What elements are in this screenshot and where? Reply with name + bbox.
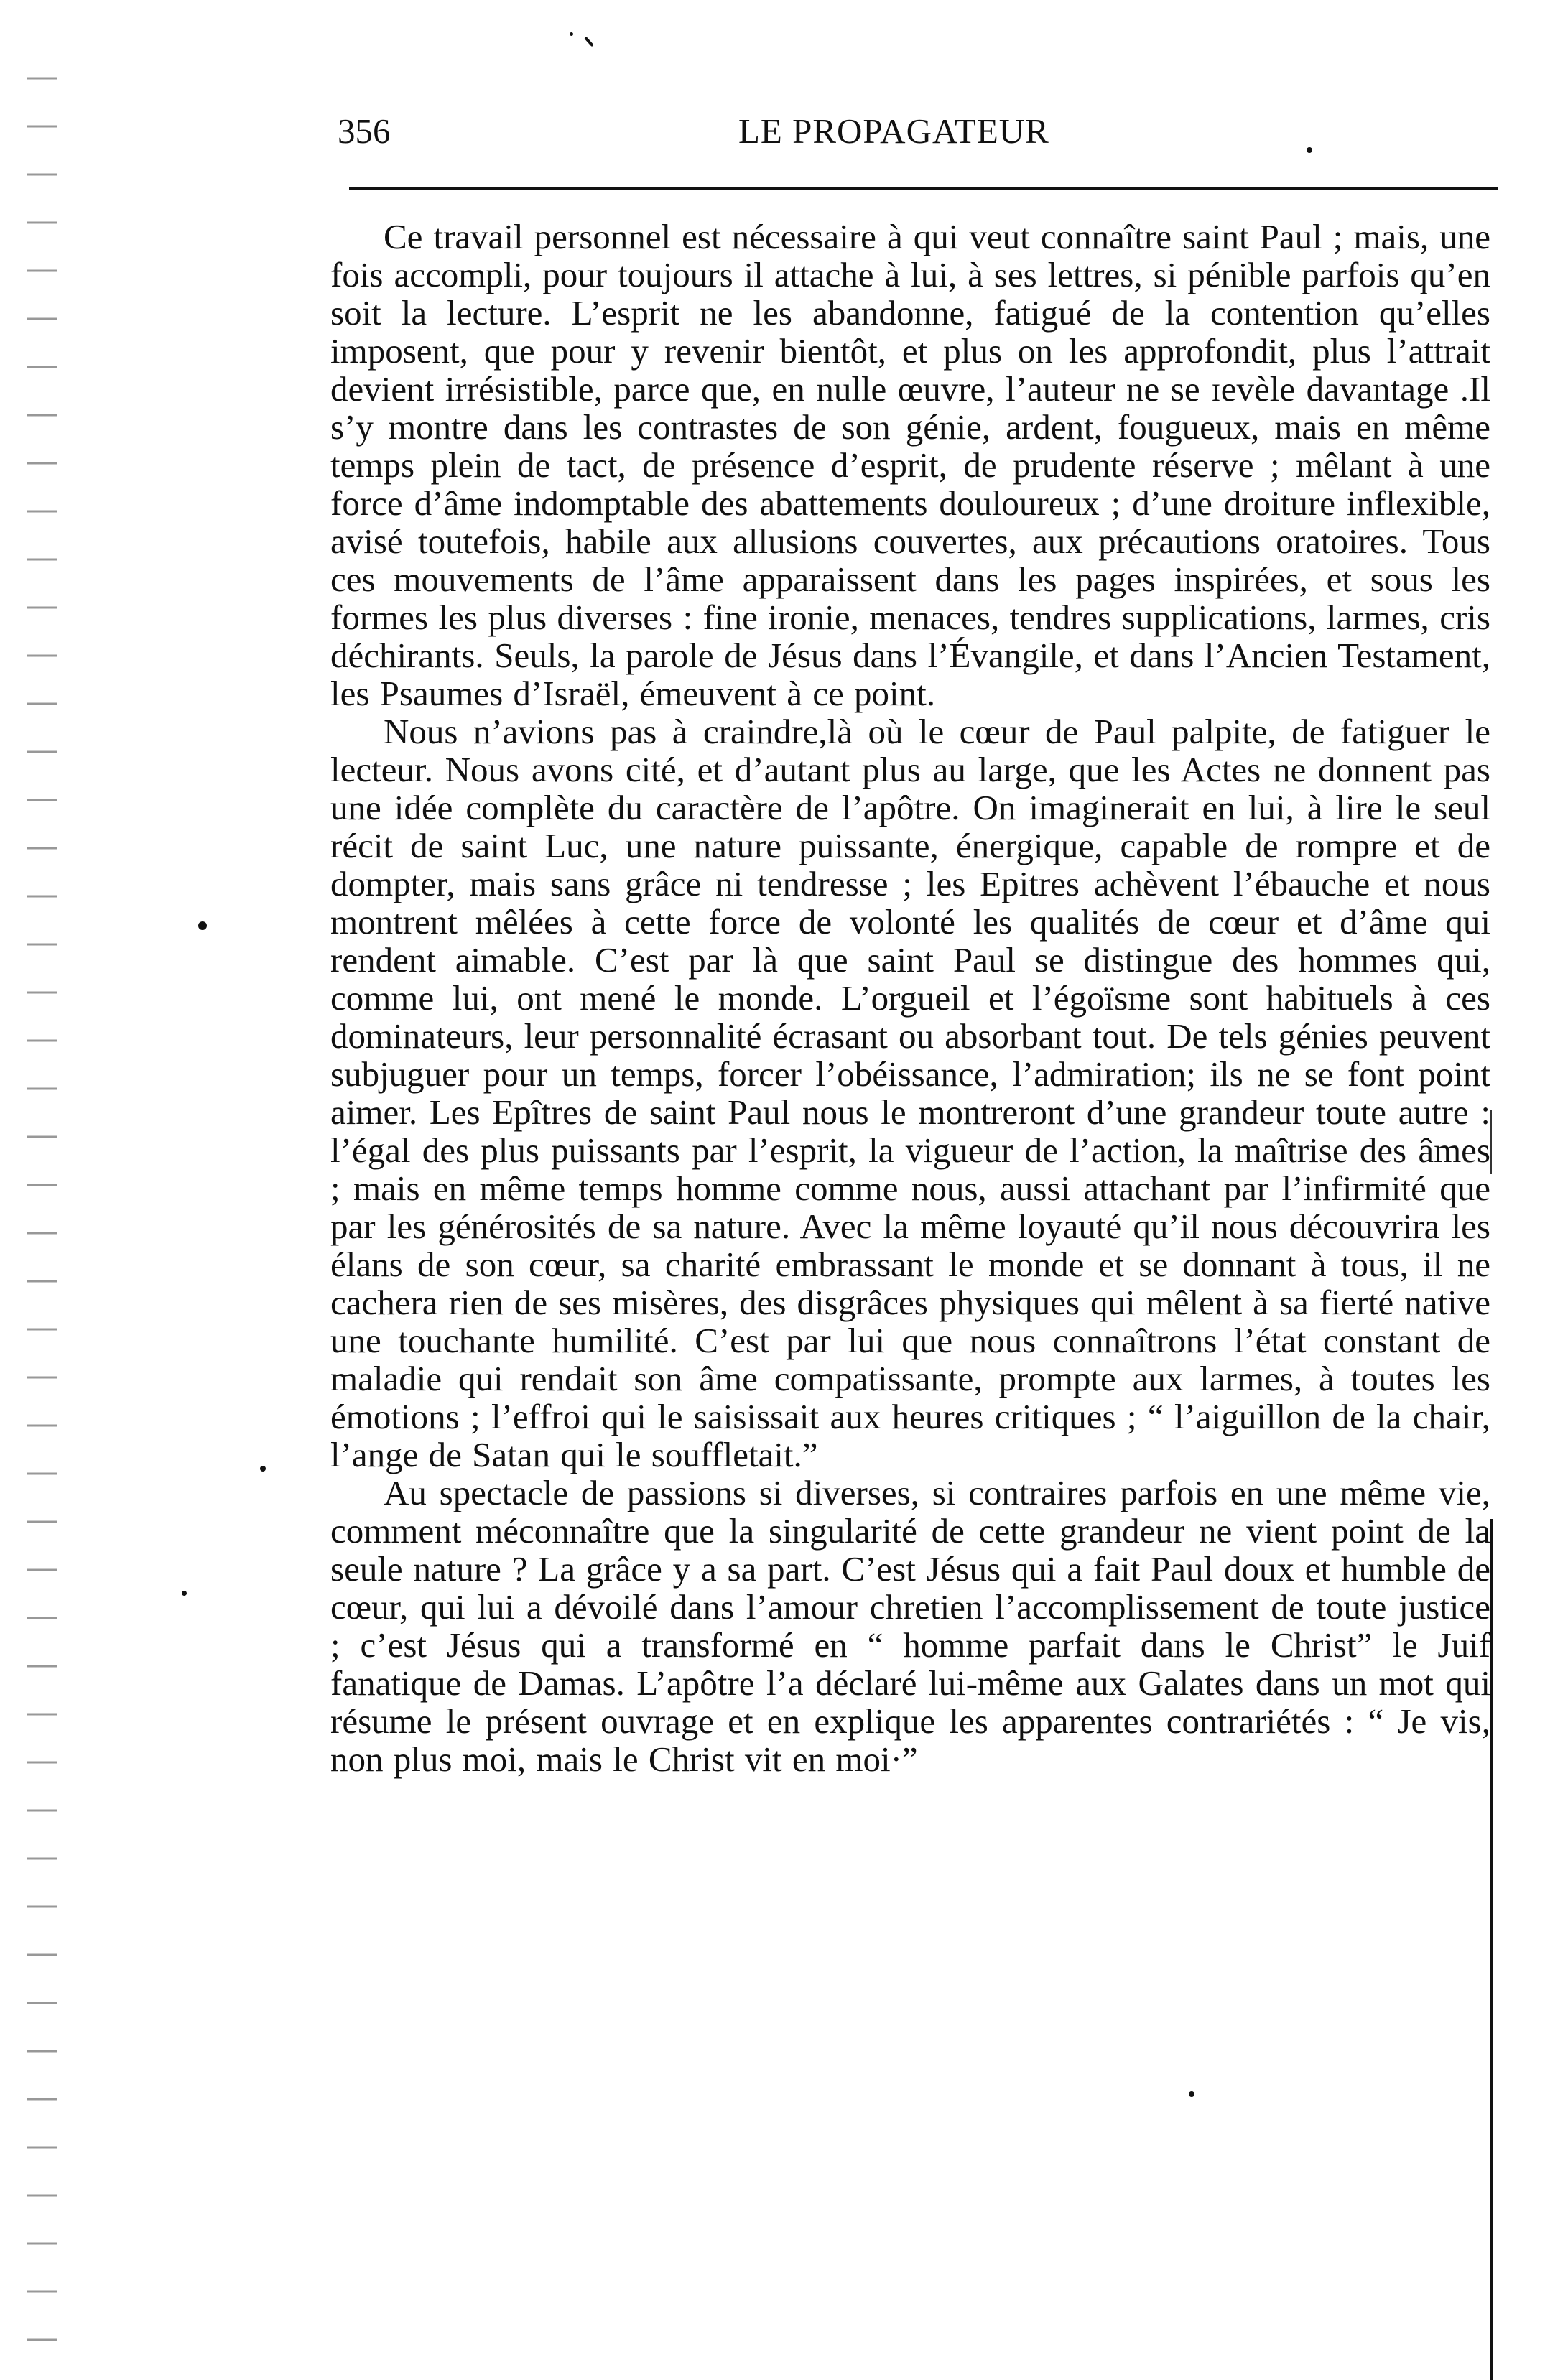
paragraph-1: Ce travail personnel est nécessaire à qui veut connaître saint Paul ; mais, une fois accompli, pour toujours il attache à lui, à ses lettres, si pénible parfois qu’en soit la lecture. L’esprit ne les abandonne, fatigué de la contention qu’elles imposent, que pour y revenir bientôt, et plus on les approfondit, plus l’attrait devient irrésistible, parce que, en nulle œuvre, l’auteur ne se ɪevèle davantage .Il s’y montre dans les contrastes de son génie, ardent, fougueux, mais en même temps plein de tact, de présence d’esprit, de prudente réserve ; mêlant à une force d’âme indomptable des abattements douloureux ; d’une droiture inflexible, avisé toutefois, habile aux allusions couvertes, aux précautions oratoires. Tous ces mouvements de l’âme apparaissent dans les pages inspirées, et sous les formes les plus diverses : fine ironie, menaces, tendres supplications, larmes, cris déchirants. Seuls, la parole de Jésus dans l’Évangile, et dans l’Ancien Testament, les Psaumes d’Israël, émeuvent à ce point. [330, 217, 1490, 713]
page-number: 356 [338, 111, 391, 151]
ink-mark [182, 1591, 187, 1596]
ink-mark [260, 1466, 266, 1472]
header-rule [349, 187, 1498, 190]
running-header [338, 106, 1487, 157]
running-title: LE PROPAGATEUR [738, 111, 1049, 151]
ink-mark [584, 37, 594, 47]
paragraph-3: Au spectacle de passions si diverses, si contraires parfois en une même vie, comment méconnaître que la singularité de cette grandeur ne vient point de la seule nature ? La grâce y a sa part. C’est Jésus qui a fait Paul doux et humble de cœur, qui lui a dévoilé dans l’amour chretien l’accomplissement de toute justice ; c’est Jésus qui a transformé en “ homme parfait dans le Christ” le Juif fanatique de Damas. L’apôtre l’a déclaré lui-même aux Galates dans un mot qui résume le présent ouvrage et en explique les apparentes contrariétés : “ Je vis, non plus moi, mais le Christ vit en moi·” [330, 1473, 1490, 1779]
scan-left-edge [27, 57, 57, 2363]
ink-mark [570, 32, 573, 36]
ink-mark [198, 921, 207, 930]
paragraph-2: Nous n’avions pas à craindre,là où le cœur de Paul palpite, de fatiguer le lecteur. Nous avons cité, et d’autant plus au large, que les Actes ne donnent pas une idée complète du caractère de l’apôtre. On imaginerait en lui, à lire le seul récit de saint Luc, une nature puissante, énergique, capable de rompre et de dompter, mais sans grâce ni tendresse ; les Epitres achèvent l’ébauche et nous montrent mêlées à cette force de volonté les qualités de cœur et d’âme qui rendent aimable. C’est par là que saint Paul se distingue des hommes qui, comme lui, ont mené le monde. L’orgueil et l’égoïsme sont habituels à ces dominateurs, leur personnalité écrasant ou absorbant tout. De tels génies peuvent subjuguer pour un temps, forcer l’obéissance, l’admiration; ils ne se font point aimer. Les Epîtres de saint Paul nous le montreront d’une grandeur toute autre : l’égal des plus puissants par l’esprit, la vigueur de l’action, la maîtrise des âmes ; mais en même temps homme comme nous, aussi attachant par l’infirmité que par les générosités de sa nature. Avec la même loyauté qu’il nous découvrira les élans de son cœur, sa charité embrassant le monde et se donnant à tous, il ne cachera rien de ses misères, des disgrâces physiques qui mêlent à sa fierté native une touchante humilité. C’est par lui que nous connaîtrons l’état constant de maladie qui rendait son âme compatissante, prompte aux larmes, à toutes les émotions ; l’effroi qui le saisissait aux heures critiques ; “ l’aiguillon de la chair, l’ange de Satan qui le souffletait.” [330, 712, 1490, 1474]
page-text [330, 218, 1490, 1778]
ink-mark [1189, 2091, 1194, 2097]
